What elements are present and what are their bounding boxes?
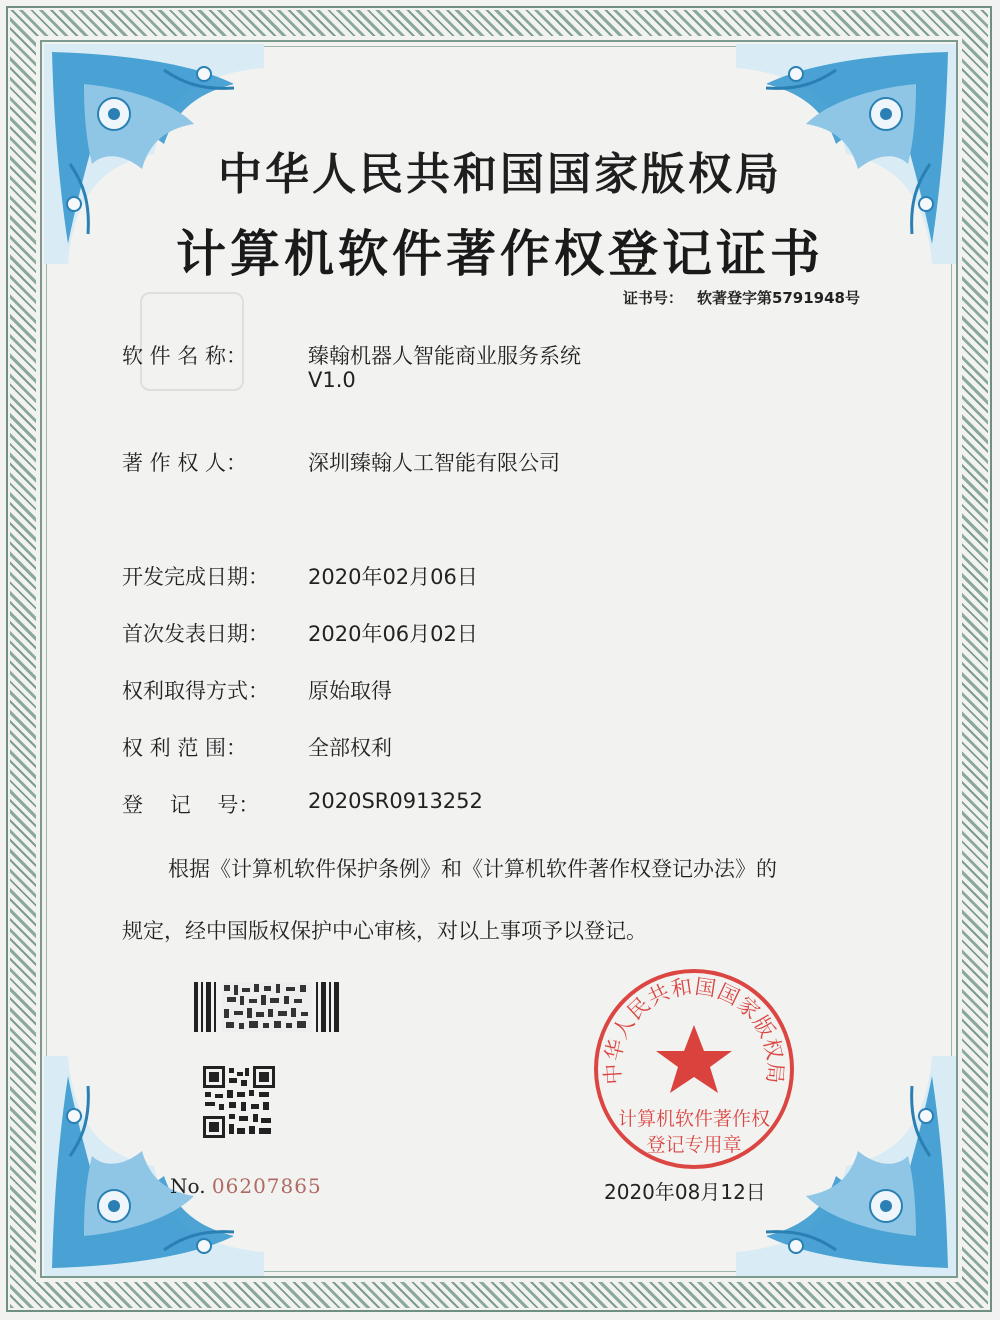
software-name-label: 软 件 名 称： (122, 344, 248, 368)
official-seal (592, 967, 796, 1171)
registration-value: 2020SR0913252 (308, 789, 483, 813)
seal-ring-text: 中华人民共和国国家版权局 (600, 974, 788, 1086)
seal-line-1: 计算机软件著作权 (617, 1108, 771, 1130)
serial-number-value: 06207865 (211, 1174, 322, 1198)
serial-prefix: No. (170, 1174, 206, 1198)
registration-label: 登 记 号： (122, 793, 260, 817)
qr-code-icon (203, 1066, 275, 1138)
certificate-number (623, 287, 860, 308)
first-publish-label: 首次发表日期： (122, 622, 269, 646)
first-publish-value: 2020年06月02日 (308, 622, 478, 646)
copyright-owner-value: 深圳臻翰人工智能有限公司 (308, 451, 560, 475)
rights-scope-label: 权 利 范 围： (122, 736, 248, 760)
dev-complete-label: 开发完成日期： (122, 565, 269, 589)
certificate-title: 计算机软件著作权登记证书 (176, 224, 824, 283)
software-version: V1.0 (308, 368, 356, 392)
barcode-icon (194, 982, 340, 1032)
statement-line-2: 规定，经中国版权保护中心审核，对以上事项予以登记。 (122, 919, 647, 943)
certificate-number-value: 软著登字第5791948号 (696, 289, 860, 307)
copyright-owner-label: 著 作 权 人： (122, 451, 248, 475)
seal-star-icon (656, 1025, 732, 1093)
software-name-value: 臻翰机器人智能商业服务系统 (308, 344, 581, 368)
rights-scope-value: 全部权利 (308, 736, 392, 760)
statement-line-1: 根据《计算机软件保护条例》和《计算机软件著作权登记办法》的 (168, 857, 777, 881)
seal-line-2: 登记专用章 (646, 1134, 742, 1156)
statement-paragraph (122, 838, 882, 962)
dev-complete-value: 2020年02月06日 (308, 565, 478, 589)
rights-method-label: 权利取得方式： (122, 679, 269, 703)
issuing-authority: 中华人民共和国国家版权局 (218, 149, 782, 200)
rights-method-value: 原始取得 (308, 679, 392, 703)
issue-date: 2020年08月12日 (604, 1180, 766, 1204)
certificate-number-label: 证书号： (622, 289, 683, 307)
serial-number (170, 1174, 322, 1198)
